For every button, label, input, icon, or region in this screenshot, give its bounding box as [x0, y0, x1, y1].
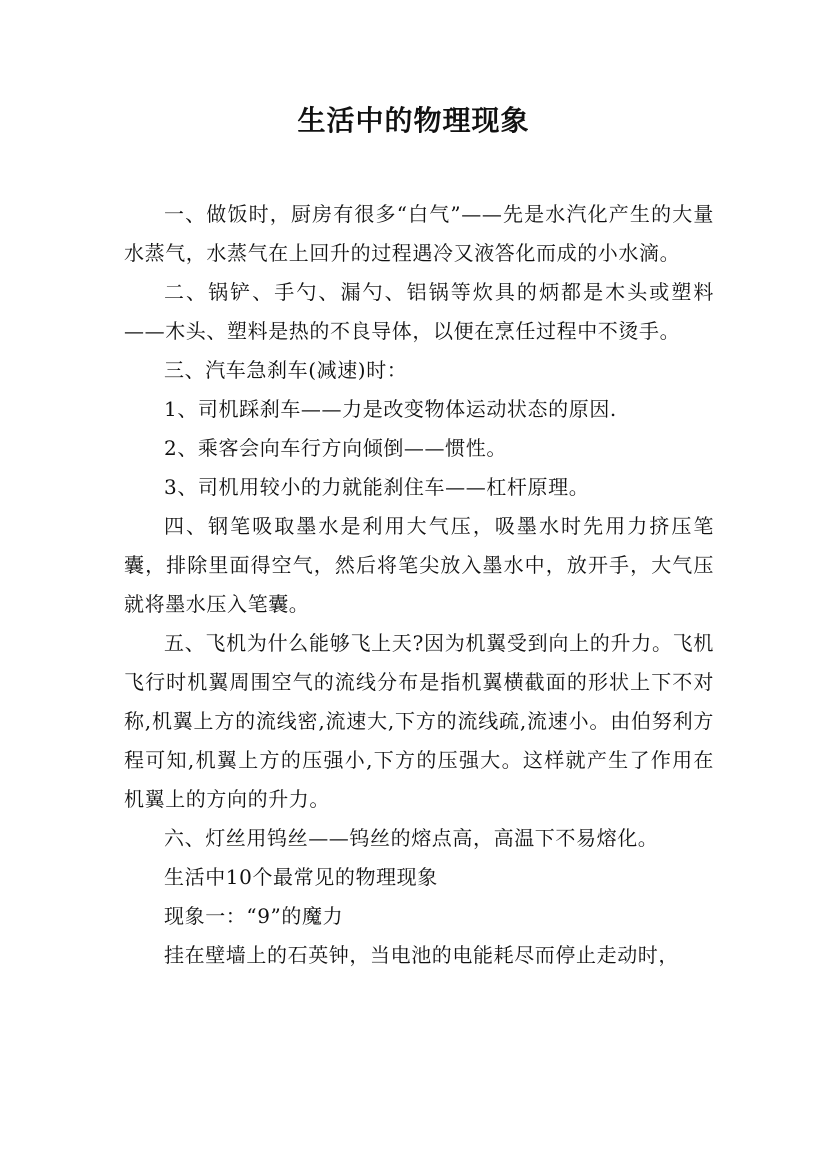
paragraph-quartz-clock: 挂在壁墙上的石英钟，当电池的电能耗尽而停止走动时， [164, 943, 679, 967]
paragraph-braking-heading: 三、汽车急刹车(减速)时： [164, 358, 408, 382]
paragraph-airplane-lift: 五、飞机为什么能够飞上天?因为机翼受到向上的升力。飞机飞行时机翼周围空气的流线分布是指机翼横截面的形状上下不对称,机翼上方的流线密,流速大,下方的流线疏,流速小。由伯努利方程可知,机翼上方的压强小,下方的压强大。这样就产生了作用在机翼上的方向的升力。 [124, 631, 714, 811]
paragraph-braking-inertia: 2、乘客会向车行方向倾倒——惯性。 [164, 436, 507, 460]
paragraph-braking-lever: 3、司机用较小的力就能刹住车——杠杆原理。 [164, 475, 590, 499]
paragraph-cooking-steam: 一、做饭时，厨房有很多“白气”——先是水汽化产生的大量水蒸气，水蒸气在上回升的过程遇冷又液答化而成的小水滴。 [124, 202, 714, 265]
paragraph-braking-force: 1、司机踩刹车——力是改变物体运动状态的原因. [164, 397, 617, 421]
document-title: 生活中的物理现象 [297, 104, 530, 137]
paragraph-ten-phenomena-heading: 生活中10个最常见的物理现象 [164, 865, 438, 889]
paragraph-cookware-handles: 二、锅铲、手勺、漏勺、铝锅等炊具的炳都是木头或塑料——木头、塑料是热的不良导体，以便在烹任过程中不烫手。 [124, 280, 714, 343]
paragraph-tungsten-filament: 六、灯丝用钨丝——钨丝的熔点高，高温下不易熔化。 [164, 826, 659, 850]
paragraph-fountain-pen: 四、钢笔吸取墨水是利用大气压，吸墨水时先用力挤压笔囊，排除里面得空气，然后将笔尖放入墨水中，放开手，大气压就将墨水压入笔囊。 [124, 514, 714, 616]
document-body [124, 195, 714, 975]
paragraph-phenomenon-one-heading: 现象一：“9”的魔力 [164, 904, 344, 928]
